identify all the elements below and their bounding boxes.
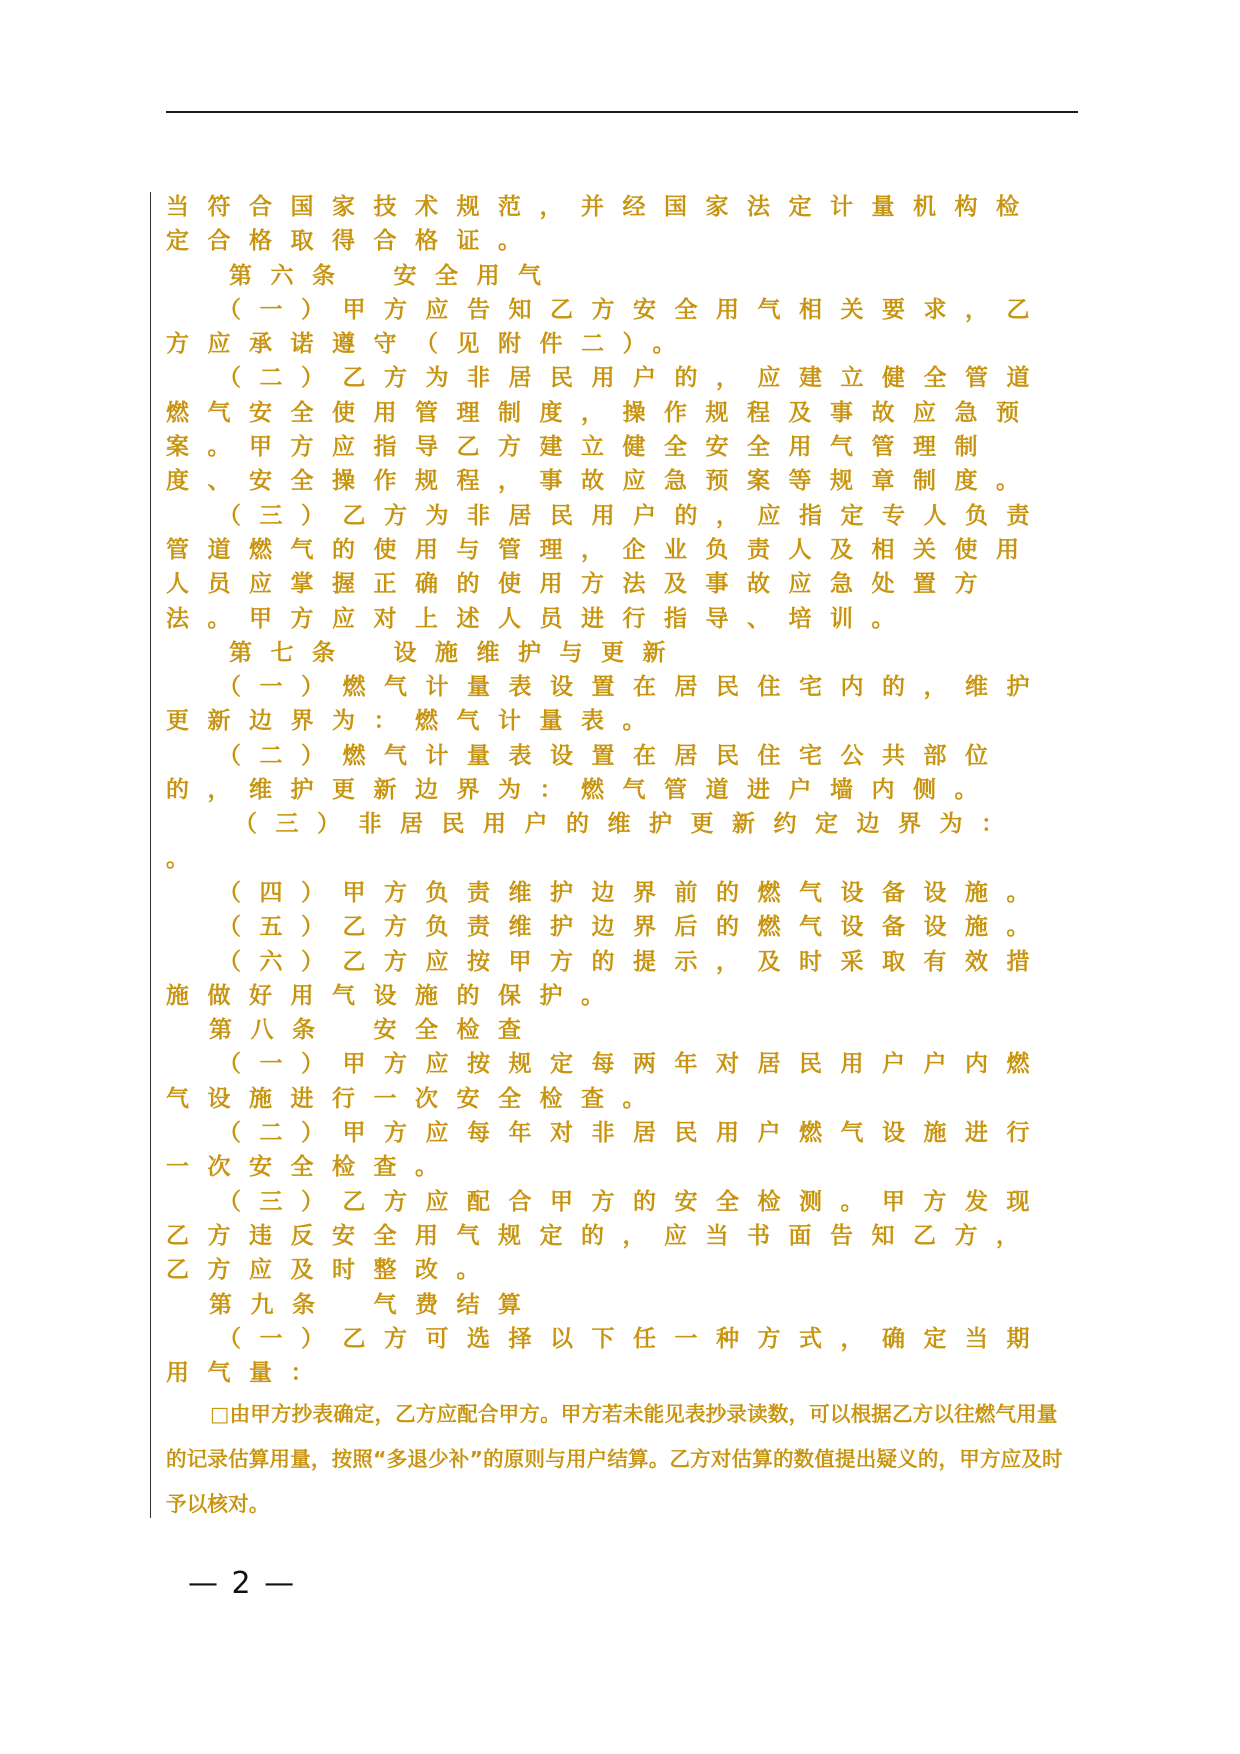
paragraph: （二）乙方为非居民用户的，应建立健全管道燃气安全使用管理制度，操作规程及事故应急预案。甲方应指导乙方建立健全安全用气管理制度、安全操作规程，事故应急预案等规章制度。 (166, 365, 1048, 495)
article-number: 第七条 (229, 639, 354, 666)
paragraph: （四）甲方负责维护边界前的燃气设备设施。 (218, 879, 1048, 906)
paragraph: （二）燃气计量表设置在居民住宅公共部位的，维护更新边界为：燃气管道进户墙内侧。 (166, 742, 1007, 804)
paragraph: （一）甲方应按规定每两年对居民用户户内燃气设施进行一次安全检查。 (166, 1051, 1048, 1112)
header-rule (166, 111, 1078, 113)
paragraph: （三）乙方为非居民用户的，应指定专人负责管道燃气的使用与管理，企业负责人及相关使用人员应掌握正确的使用方法及事故应急处置方法。甲方应对上述人员进行指导、培训。 (166, 502, 1048, 632)
paragraph-continuation: 。 (166, 845, 208, 872)
article-heading-9 (166, 1288, 1071, 1322)
article-heading-6 (166, 259, 1071, 293)
article-title: 气费结算 (373, 1291, 540, 1318)
paragraph: （三）非居民用户的维护更新约定边界为： (234, 811, 1023, 838)
article-title: 安全用气 (393, 262, 560, 289)
paragraph: （五）乙方负责维护边界后的燃气设备设施。 (218, 914, 1048, 941)
article-number: 第八条 (209, 1017, 334, 1044)
paragraph: （六）乙方应按甲方的提示，及时采取有效措施做好用气设施的保护。 (166, 948, 1048, 1009)
paragraph: （一）甲方应告知乙方安全用气相关要求，乙方应承诺遵守（见附件二）。 (166, 296, 1048, 358)
article-number: 第九条 (209, 1291, 334, 1318)
paragraph: （二）甲方应每年对非居民用户燃气设施进行一次安全检查。 (166, 1120, 1048, 1181)
article-heading-7 (166, 636, 1071, 670)
meter-reading-option (166, 1392, 1071, 1527)
article-title: 安全检查 (373, 1017, 540, 1044)
article-title: 设施维护与更新 (393, 639, 684, 666)
page-number: — 2 — (188, 1566, 297, 1601)
document-body (166, 190, 1071, 1390)
article-heading-8 (166, 1013, 1071, 1047)
paragraph: 当符合国家技术规范，并经国家法定计量机构检定合格取得合格证。 (166, 194, 1038, 255)
left-margin-line (150, 192, 151, 1518)
paragraph: □由甲方抄表确定，乙方应配合甲方。甲方若未能见表抄录读数，可以根据乙方以往燃气用量的记录估算用量，按照“多退少补”的原则与用户结算。乙方对估算的数值提出疑义的，甲方应及时予以核对。 (166, 1402, 1063, 1516)
paragraph: （三）乙方应配合甲方的安全检测。甲方发现乙方违反安全用气规定的，应当书面告知乙方，乙方应及时整改。 (166, 1188, 1048, 1284)
article-number: 第六条 (229, 262, 354, 289)
paragraph: （一）乙方可选择以下任一种方式，确定当期用气量： (166, 1325, 1048, 1387)
paragraph: （一）燃气计量表设置在居民住宅内的，维护更新边界为：燃气计量表。 (166, 674, 1048, 735)
